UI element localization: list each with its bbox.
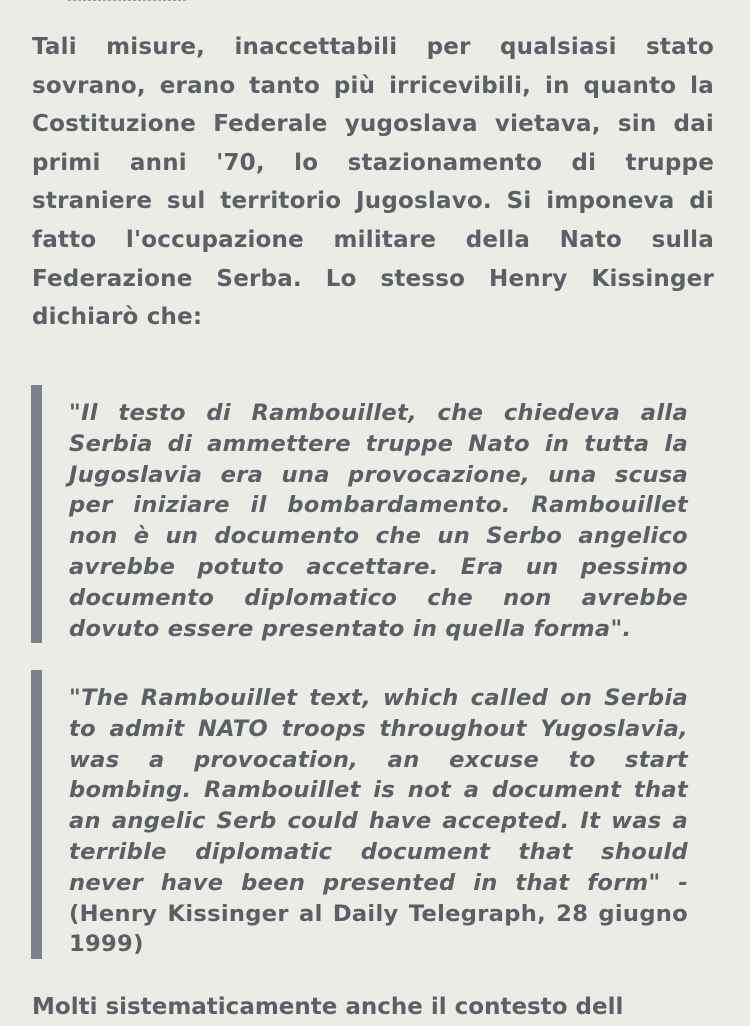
- quote-attribution: (Henry Kissinger al Daily Telegraph, 28 giugno 1999): [69, 900, 688, 958]
- body-paragraph: Tali misure, inaccettabili per qualsiasi stato sovrano, erano tanto più irricevibili, in quanto la Costituzione Federale yugoslava vietava, sin dai primi anni '70, lo stazionamento di truppe straniere sul territorio Jugoslavo. Si imponeva di fatto l'occupazione militare della Nato sulla Federazione Serba. Lo stesso Henry Kissinger dichiarò che:: [32, 34, 714, 331]
- next-paragraph-partial: Molti sistematicamente anche il contesto dell: [32, 994, 624, 1020]
- quote-english-text: "The Rambouillet text, which called on Serbia to admit NATO troops throughout Yugoslavia, was a provocation, an excuse to start bombing. Rambouillet is not a document that an angelic Serb could have accepted. It was a terrible diplomatic document that should never have been presented in that form" -: [69, 685, 688, 896]
- blockquote-italian: [31, 385, 688, 643]
- top-divider: [68, 0, 186, 4]
- blockquote-english: [31, 670, 688, 959]
- quote-italian-text: "Il testo di Rambouillet, che chiedeva alla Serbia di ammettere truppe Nato in tutta la Jugoslavia era una provocazione, una scusa per iniziare il bombardamento. Rambouillet non è un documento che un Serbo angelico avrebbe potuto accettare. Era un pessimo documento diplomatico che non avrebbe dovuto essere presentato in quella forma".: [69, 400, 688, 642]
- quote-english-block: [69, 670, 688, 960]
